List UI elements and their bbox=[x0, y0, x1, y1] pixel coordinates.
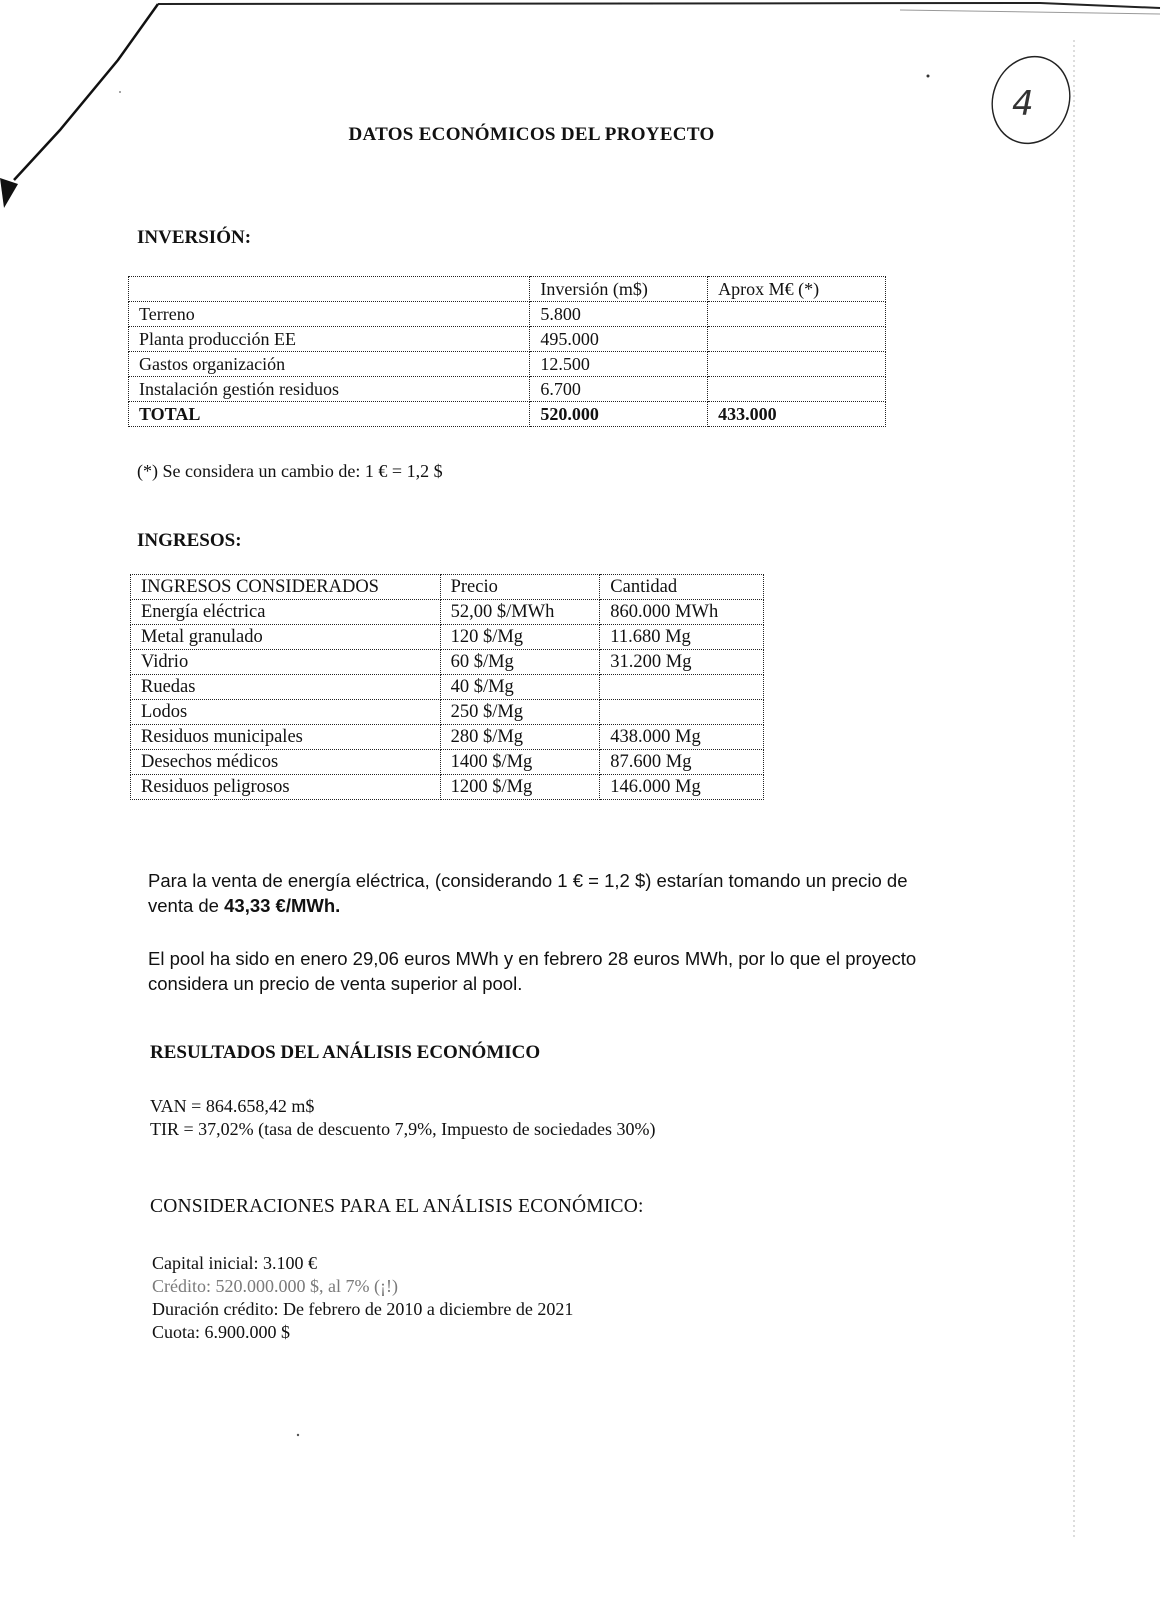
table-row bbox=[131, 675, 764, 700]
top-edge-line bbox=[158, 3, 1160, 8]
top-edge-line-2 bbox=[900, 10, 1160, 14]
exchange-rate-footnote: (*) Se considera un cambio de: 1 € = 1,2 $ bbox=[137, 461, 443, 481]
table-row bbox=[131, 775, 764, 800]
ingreso-label: Energía eléctrica bbox=[131, 600, 441, 625]
scan-dot bbox=[297, 1434, 299, 1436]
table-row bbox=[131, 600, 764, 625]
scan-dot bbox=[927, 75, 930, 78]
table-header-cell: Inversión (m$) bbox=[530, 277, 708, 302]
scan-dot bbox=[119, 91, 121, 93]
ingreso-label: Ruedas bbox=[131, 675, 441, 700]
table-row bbox=[131, 650, 764, 675]
row-aprox bbox=[708, 352, 886, 377]
row-inversion: 5.800 bbox=[530, 302, 708, 327]
ingreso-cantidad bbox=[600, 700, 764, 725]
ingreso-precio: 120 $/Mg bbox=[440, 625, 600, 650]
ingreso-label: Vidrio bbox=[131, 650, 441, 675]
ingreso-cantidad: 146.000 Mg bbox=[600, 775, 764, 800]
table-row bbox=[131, 700, 764, 725]
table-row bbox=[129, 302, 886, 327]
van-value: VAN = 864.658,42 m$ bbox=[150, 1096, 315, 1116]
page-title: DATOS ECONÓMICOS DEL PROYECTO bbox=[348, 124, 715, 145]
table-header-cell: Aprox M€ (*) bbox=[708, 277, 886, 302]
ingreso-cantidad: 31.200 Mg bbox=[600, 650, 764, 675]
ingreso-precio: 1200 $/Mg bbox=[440, 775, 600, 800]
ingreso-label: Residuos peligrosos bbox=[131, 775, 441, 800]
total-row bbox=[129, 402, 886, 427]
ingreso-cantidad bbox=[600, 675, 764, 700]
ingreso-cantidad: 11.680 Mg bbox=[600, 625, 764, 650]
row-inversion: 495.000 bbox=[530, 327, 708, 352]
row-inversion: 12.500 bbox=[530, 352, 708, 377]
total-label: TOTAL bbox=[129, 402, 530, 427]
row-inversion: 6.700 bbox=[530, 377, 708, 402]
table-row bbox=[131, 750, 764, 775]
ingresos-heading: INGRESOS: bbox=[137, 530, 242, 551]
resultados-block bbox=[150, 1095, 656, 1141]
ingreso-precio: 250 $/Mg bbox=[440, 700, 600, 725]
energy-price-paragraph bbox=[148, 868, 948, 918]
ingreso-cantidad: 860.000 MWh bbox=[600, 600, 764, 625]
corner-fold-mark bbox=[0, 178, 18, 208]
ingreso-label: Desechos médicos bbox=[131, 750, 441, 775]
row-label: Planta producción EE bbox=[129, 327, 530, 352]
row-label: Instalación gestión residuos bbox=[129, 377, 530, 402]
row-label: Terreno bbox=[129, 302, 530, 327]
resultados-heading: RESULTADOS DEL ANÁLISIS ECONÓMICO bbox=[150, 1042, 541, 1063]
page-number: 4 bbox=[1012, 84, 1034, 124]
ingreso-precio: 40 $/Mg bbox=[440, 675, 600, 700]
ingreso-precio: 280 $/Mg bbox=[440, 725, 600, 750]
table-header-cell: Precio bbox=[440, 575, 600, 600]
table-row bbox=[131, 625, 764, 650]
row-aprox bbox=[708, 377, 886, 402]
pool-paragraph: El pool ha sido en enero 29,06 euros MWh y en febrero 28 euros MWh, por lo que el proyecto considera un precio de venta superior al pool. bbox=[148, 948, 917, 994]
table-header-cell: Cantidad bbox=[600, 575, 764, 600]
tir-value: TIR = 37,02% (tasa de descuento 7,9%, Impuesto de sociedades 30%) bbox=[150, 1119, 656, 1139]
consideraciones-block bbox=[152, 1252, 573, 1344]
total-inversion: 520.000 bbox=[530, 402, 708, 427]
table-row bbox=[131, 725, 764, 750]
ingreso-label: Lodos bbox=[131, 700, 441, 725]
credito: Crédito: 520.000.000 $, al 7% (¡!) bbox=[152, 1276, 398, 1296]
cuota: Cuota: 6.900.000 $ bbox=[152, 1322, 290, 1342]
ingreso-cantidad: 438.000 Mg bbox=[600, 725, 764, 750]
energy-price-highlight: 43,33 €/MWh. bbox=[224, 895, 341, 916]
ingreso-precio: 1400 $/Mg bbox=[440, 750, 600, 775]
inversion-table bbox=[128, 276, 886, 427]
duracion-credito: Duración crédito: De febrero de 2010 a diciembre de 2021 bbox=[152, 1299, 574, 1319]
corner-fold-line bbox=[14, 4, 158, 180]
energy-price-text: Para la venta de energía eléctrica, (considerando 1 € = 1,2 $) estarían tomando un precio de venta de bbox=[148, 870, 908, 916]
table-row bbox=[129, 352, 886, 377]
table-header-row bbox=[129, 277, 886, 302]
ingreso-precio: 60 $/Mg bbox=[440, 650, 600, 675]
ingresos-table bbox=[130, 574, 764, 800]
row-aprox bbox=[708, 327, 886, 352]
total-aprox: 433.000 bbox=[708, 402, 886, 427]
ingreso-label: Metal granulado bbox=[131, 625, 441, 650]
ingreso-cantidad: 87.600 Mg bbox=[600, 750, 764, 775]
table-header-row bbox=[131, 575, 764, 600]
capital-inicial: Capital inicial: 3.100 € bbox=[152, 1253, 317, 1273]
table-row bbox=[129, 327, 886, 352]
ingreso-label: Residuos municipales bbox=[131, 725, 441, 750]
inversion-heading: INVERSIÓN: bbox=[137, 227, 252, 248]
consideraciones-heading: CONSIDERACIONES PARA EL ANÁLISIS ECONÓMICO: bbox=[150, 1196, 644, 1217]
table-header-cell bbox=[129, 277, 530, 302]
ingreso-precio: 52,00 $/MWh bbox=[440, 600, 600, 625]
row-label: Gastos organización bbox=[129, 352, 530, 377]
table-header-cell: INGRESOS CONSIDERADOS bbox=[131, 575, 441, 600]
row-aprox bbox=[708, 302, 886, 327]
table-row bbox=[129, 377, 886, 402]
